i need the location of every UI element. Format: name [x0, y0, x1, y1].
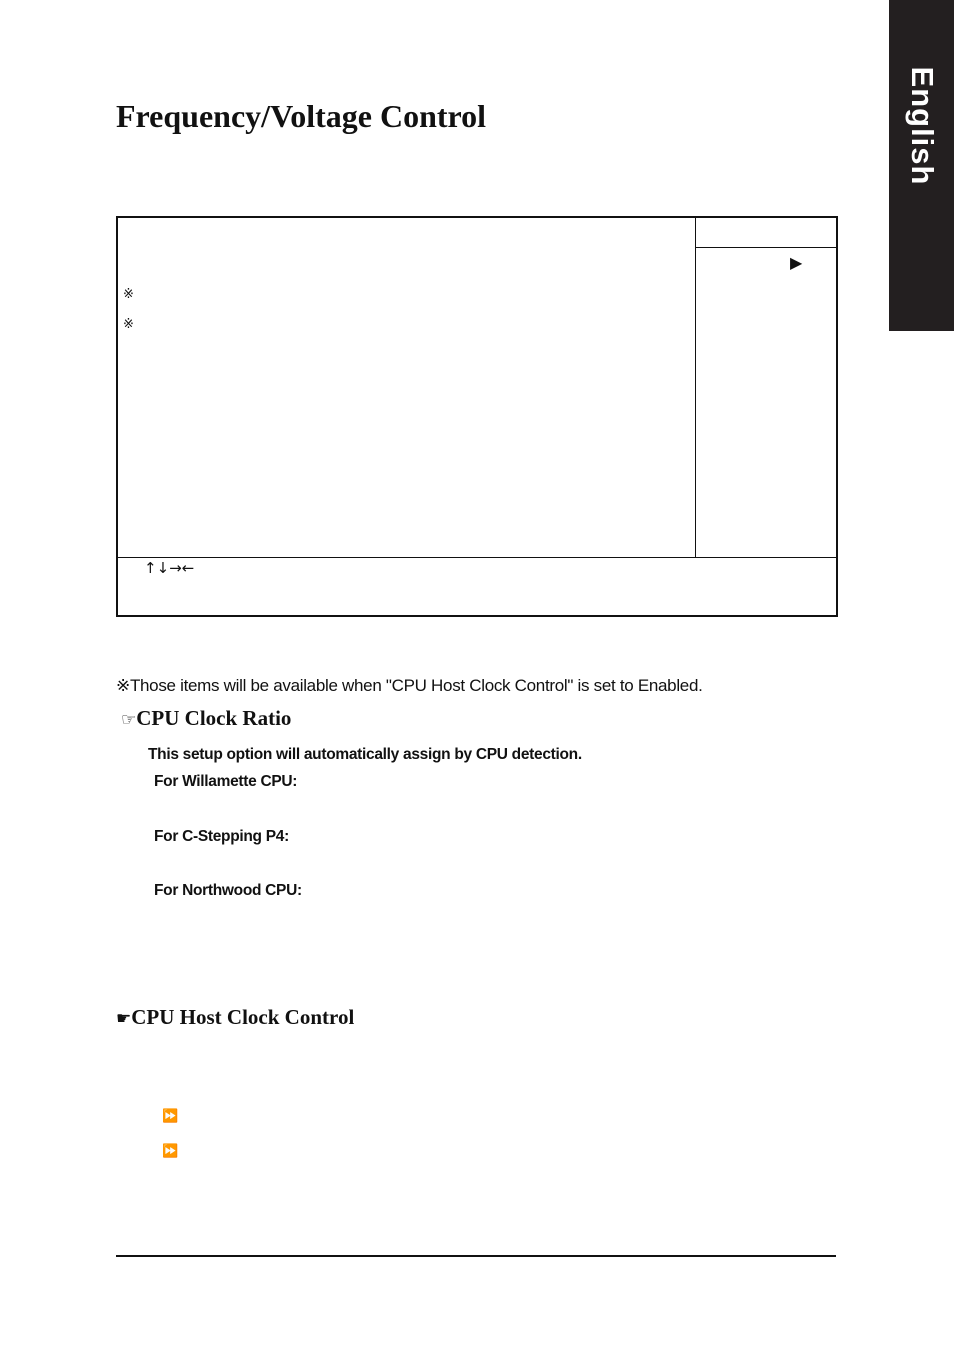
cpu-host-clock-control-title: CPU Host Clock Control [131, 1005, 355, 1029]
fast-forward-bullet-icon: ⏩ [162, 1144, 175, 1159]
cpu-clock-ratio-description: This setup option will automatically assign by CPU detection. [148, 746, 582, 763]
cpu-host-clock-control-heading [116, 1004, 354, 1032]
fast-forward-bullet-icon: ⏩ [162, 1109, 175, 1124]
availability-note: ※Those items will be available when "CPU Host Clock Control" is set to Enabled. [116, 676, 703, 695]
language-tab: English [889, 0, 954, 331]
c-stepping-p4-label: For C-Stepping P4: [154, 828, 289, 845]
page-title: Frequency/Voltage Control [116, 98, 487, 134]
navigation-keys: ↑↓→← [144, 559, 195, 577]
help-header-line [695, 247, 836, 248]
conditional-item-mark: ※ [123, 317, 134, 332]
willamette-cpu-label: For Willamette CPU: [154, 773, 298, 790]
bios-footer-divider [118, 557, 836, 558]
conditional-item-mark: ※ [123, 287, 134, 302]
northwood-cpu-label: For Northwood CPU: [154, 882, 302, 899]
bios-screen-frame [116, 216, 838, 617]
help-column-divider [695, 218, 696, 557]
bottom-rule [116, 1255, 836, 1257]
cpu-clock-ratio-title: CPU Clock Ratio [136, 706, 292, 730]
help-arrow-icon: ▶ [790, 253, 803, 272]
pointing-hand-icon: ☞ [121, 710, 137, 730]
pointing-hand-icon: ☛ [116, 1009, 132, 1029]
cpu-clock-ratio-heading [121, 705, 291, 733]
